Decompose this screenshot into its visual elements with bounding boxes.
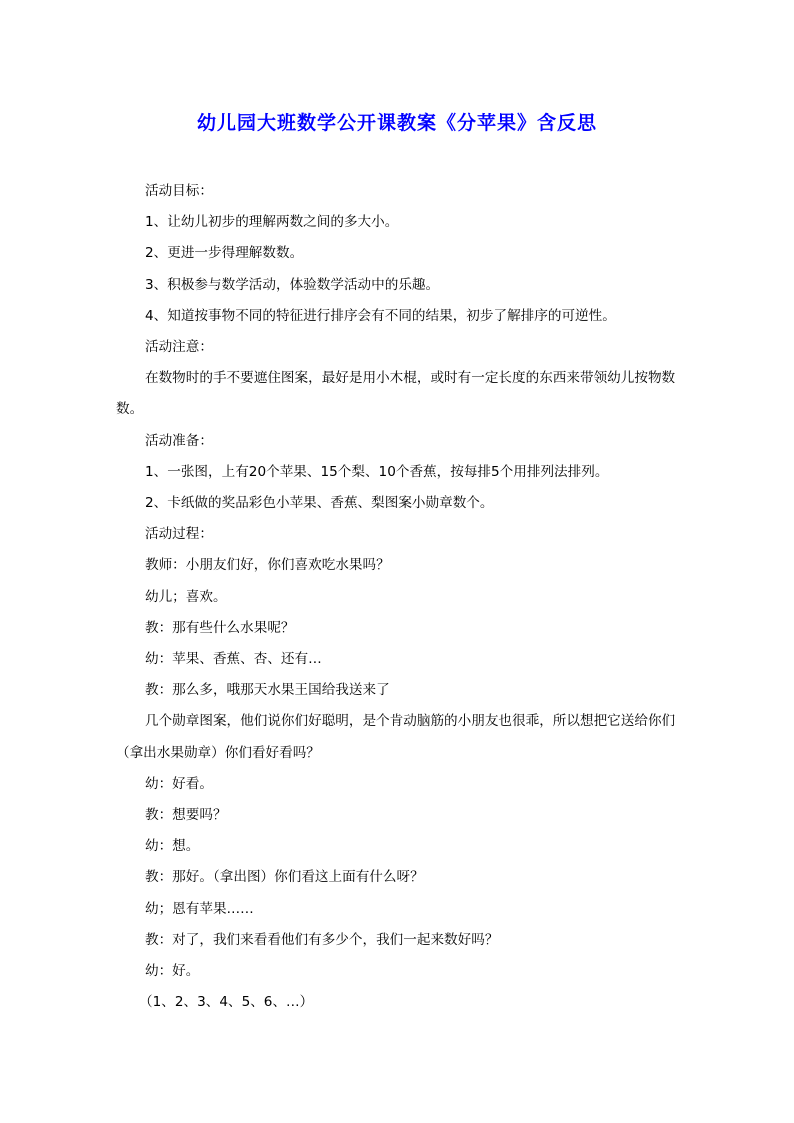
- paragraph: 幼：好。: [145, 963, 200, 980]
- paragraph: 教：想要吗？: [145, 807, 227, 824]
- paragraph: 几个勋章图案，他们说你们好聪明，是个肯动脑筋的小朋友也很乖，所以想把它送给你们（拿出水果勋章）你们看好看吗？: [116, 713, 676, 761]
- paragraph: 1、让幼儿初步的理解两数之间的多大小。: [145, 214, 399, 231]
- paragraph: 4、知道按事物不同的特征进行排序会有不同的结果，初步了解排序的可逆性。: [145, 307, 616, 324]
- paragraph: 1、一张图，上有20个苹果、15个梨、10个香蕉，按每排5个用排列法排列。: [145, 463, 609, 480]
- paragraph: 在数物时的手不要遮住图案，最好是用小木棍，或时有一定长度的东西来带领幼儿按物数数。: [116, 370, 676, 418]
- paragraph: 活动过程：: [145, 526, 213, 543]
- paragraph: 2、卡纸做的奖品彩色小苹果、香蕉、梨图案小勋章数个。: [145, 495, 494, 512]
- paragraph: 教：那有些什么水果呢？: [145, 619, 295, 636]
- paragraph: 幼儿；喜欢。: [145, 588, 227, 605]
- paragraph: （1、2、3、4、5、6、…）: [139, 994, 314, 1011]
- paragraph: 2、更进一步得理解数数。: [145, 245, 304, 262]
- paragraph: 教：对了，我们来看看他们有多少个，我们一起来数好吗？: [145, 931, 499, 948]
- paragraph: 活动目标：: [145, 183, 213, 199]
- document-title: 幼儿园大班数学公开课教案《分苹果》含反思: [196, 112, 597, 134]
- paragraph: 活动注意：: [145, 339, 213, 356]
- paragraph: 教：那好。（拿出图）你们看这上面有什么呀？: [145, 869, 424, 886]
- paragraph: 活动准备：: [145, 432, 213, 449]
- paragraph: 3、积极参与数学活动，体验数学活动中的乐趣。: [145, 276, 440, 293]
- paragraph: 教师：小朋友们好，你们喜欢吃水果吗？: [145, 557, 390, 574]
- document-body: [116, 176, 690, 1018]
- paragraph: 幼：苹果、香蕉、杏、还有…: [145, 651, 322, 668]
- paragraph: 幼：好看。: [145, 775, 213, 792]
- paragraph: 幼；恩有苹果……: [145, 900, 254, 917]
- paragraph: 教：那么多，哦那天水果王国给我送来了: [145, 682, 390, 699]
- paragraph: 幼：想。: [145, 838, 200, 855]
